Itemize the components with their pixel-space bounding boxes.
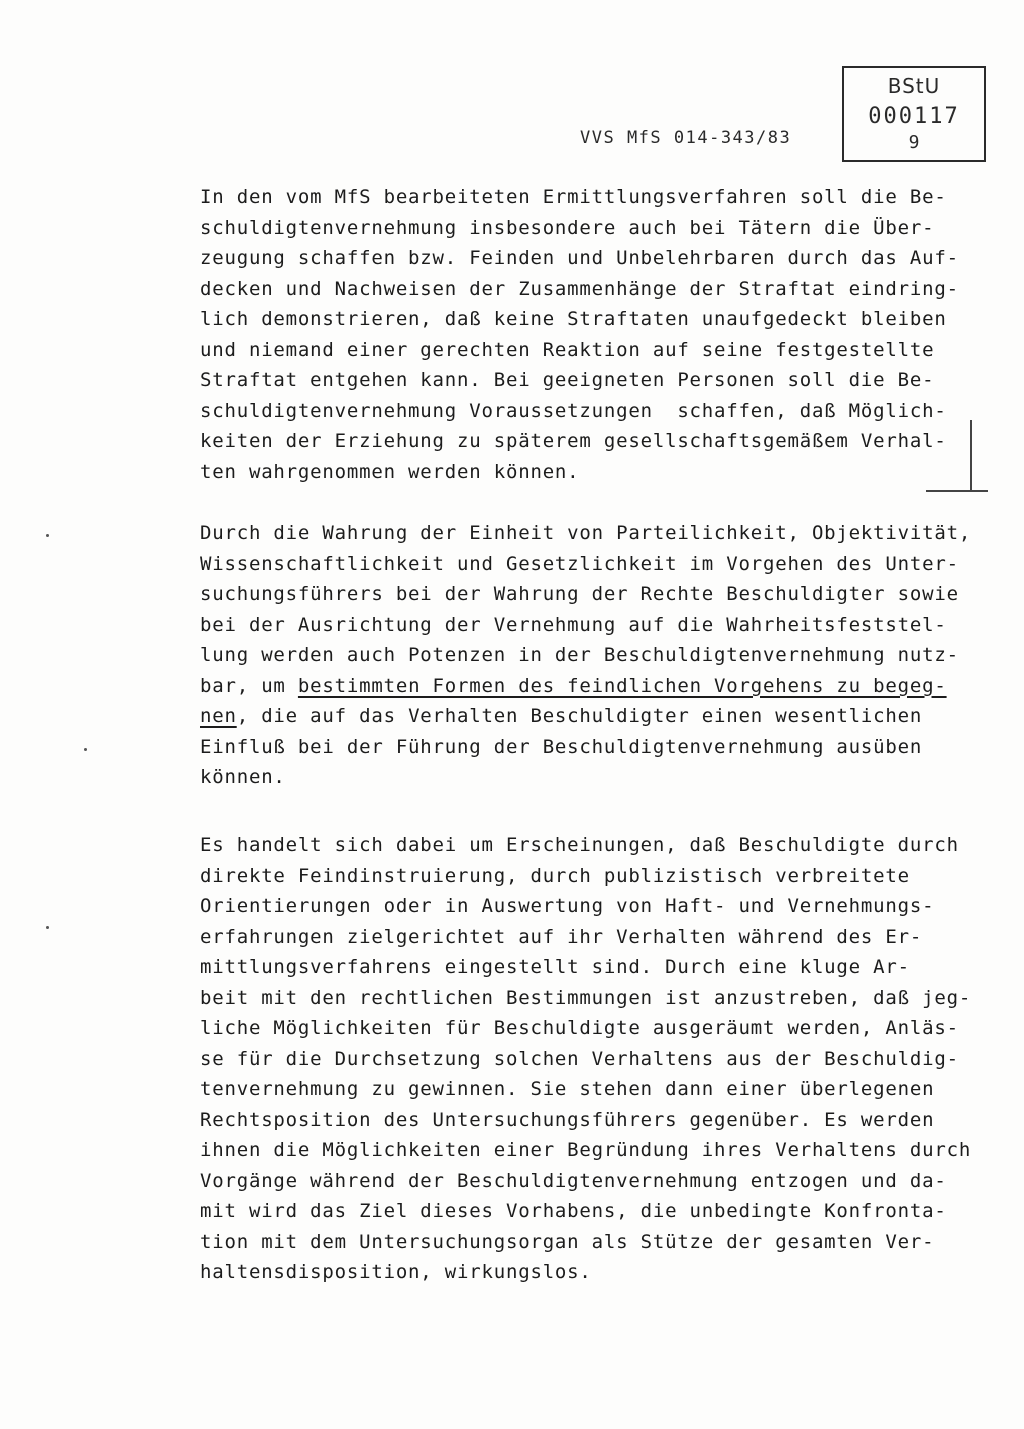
scan-speck: [84, 748, 87, 751]
text-line: lung werden auch Potenzen in der Beschuldigtenvernehmung nutz-: [200, 644, 959, 666]
text-line: Einfluß bei der Führung der Beschuldigtenvernehmung ausüben: [200, 735, 923, 758]
text-line: Straftat entgehen kann. Bei geeigneten Personen soll die Be-: [200, 369, 935, 391]
text-line: lich demonstrieren, daß keine Straftaten unaufgedeckt bleiben: [200, 308, 947, 330]
text-line: se für die Durchsetzung solchen Verhaltens aus der Beschuldig-: [200, 1047, 959, 1070]
text-line: ihnen die Möglichkeiten einer Begründung ihres Verhaltens durch: [200, 1139, 972, 1161]
text-line: und niemand einer gerechten Reaktion auf seine festgestellte: [200, 338, 935, 361]
archive-stamp: [842, 66, 986, 162]
text-line: zeugung schaffen bzw. Feinden und Unbelehrbaren durch das Auf-: [200, 247, 959, 269]
text-line: mit wird das Ziel dieses Vorhabens, die unbedingte Konfronta-: [200, 1200, 947, 1222]
text-segment: , die auf das Verhalten Beschuldigter einen wesentlichen: [236, 705, 923, 727]
text-line: In den vom MfS bearbeiteten Ermittlungsverfahren soll die Be-: [200, 186, 947, 208]
text-line-with-underline: [200, 671, 980, 702]
text-line: Es handelt sich dabei um Erscheinungen, daß Beschuldigte durch: [200, 834, 959, 856]
text-line: Orientierungen oder in Auswertung von Haft- und Vernehmungs-: [200, 895, 935, 917]
text-line: tenvernehmung zu gewinnen. Sie stehen dann einer überlegenen: [200, 1078, 935, 1100]
text-line: mittlungsverfahrens eingestellt sind. Durch eine kluge Ar-: [200, 956, 910, 978]
text-line: bei der Ausrichtung der Vernehmung auf die Wahrheitsfeststel-: [200, 613, 947, 636]
underlined-phrase: bestimmten Formen des feindlichen Vorgehens zu begeg-: [297, 674, 947, 697]
paragraph-3: [200, 830, 980, 1288]
margin-mark: [926, 490, 988, 492]
text-segment: bar, um: [200, 674, 298, 697]
margin-mark: [970, 420, 972, 490]
text-line: haltensdisposition, wirkungslos.: [200, 1261, 592, 1283]
text-line: decken und Nachweisen der Zusammenhänge der Straftat eindring-: [200, 277, 959, 300]
text-line: können.: [200, 766, 286, 788]
text-line: liche Möglichkeiten für Beschuldigte ausgeräumt werden, Anläs-: [200, 1017, 959, 1039]
paragraph-1: [200, 182, 980, 487]
text-line: Rechtsposition des Untersuchungsführers gegenüber. Es werden: [200, 1108, 935, 1131]
text-line: schuldigtenvernehmung insbesondere auch bei Tätern die Über-: [200, 216, 935, 239]
paragraph-2: [200, 518, 980, 793]
stamp-org: BStU: [887, 74, 941, 98]
scan-speck: [46, 534, 49, 537]
text-line: beit mit den rechtlichen Bestimmungen ist anzustreben, daß jeg-: [200, 986, 972, 1009]
page-number: 9: [908, 132, 920, 153]
text-line: erfahrungen zielgerichtet auf ihr Verhalten während des Er-: [200, 925, 923, 948]
text-line: suchungsführers bei der Wahrung der Rechte Beschuldigter sowie: [200, 583, 959, 605]
text-line-with-underline: [200, 701, 980, 732]
text-line: direkte Feindinstruierung, durch publizistisch verbreitete: [200, 864, 910, 887]
stamp-number: 000117: [868, 104, 960, 129]
text-line: tion mit dem Untersuchungsorgan als Stütze der gesamten Ver-: [200, 1230, 935, 1253]
text-line: ten wahrgenommen werden können.: [200, 460, 580, 483]
text-line: Wissenschaftlichkeit und Gesetzlichkeit im Vorgehen des Unter-: [200, 552, 959, 575]
scan-speck: [46, 926, 49, 929]
text-line: keiten der Erziehung zu späterem gesellschaftsgemäßem Verhal-: [200, 430, 947, 452]
text-line: Vorgänge während der Beschuldigtenvernehmung entzogen und da-: [200, 1169, 947, 1192]
text-line: schuldigtenvernehmung Voraussetzungen schaffen, daß Möglich-: [200, 399, 947, 422]
underlined-phrase: nen: [200, 705, 237, 727]
text-line: Durch die Wahrung der Einheit von Parteilichkeit, Objektivität,: [200, 522, 972, 544]
document-reference: VVS MfS 014-343/83: [580, 128, 792, 148]
